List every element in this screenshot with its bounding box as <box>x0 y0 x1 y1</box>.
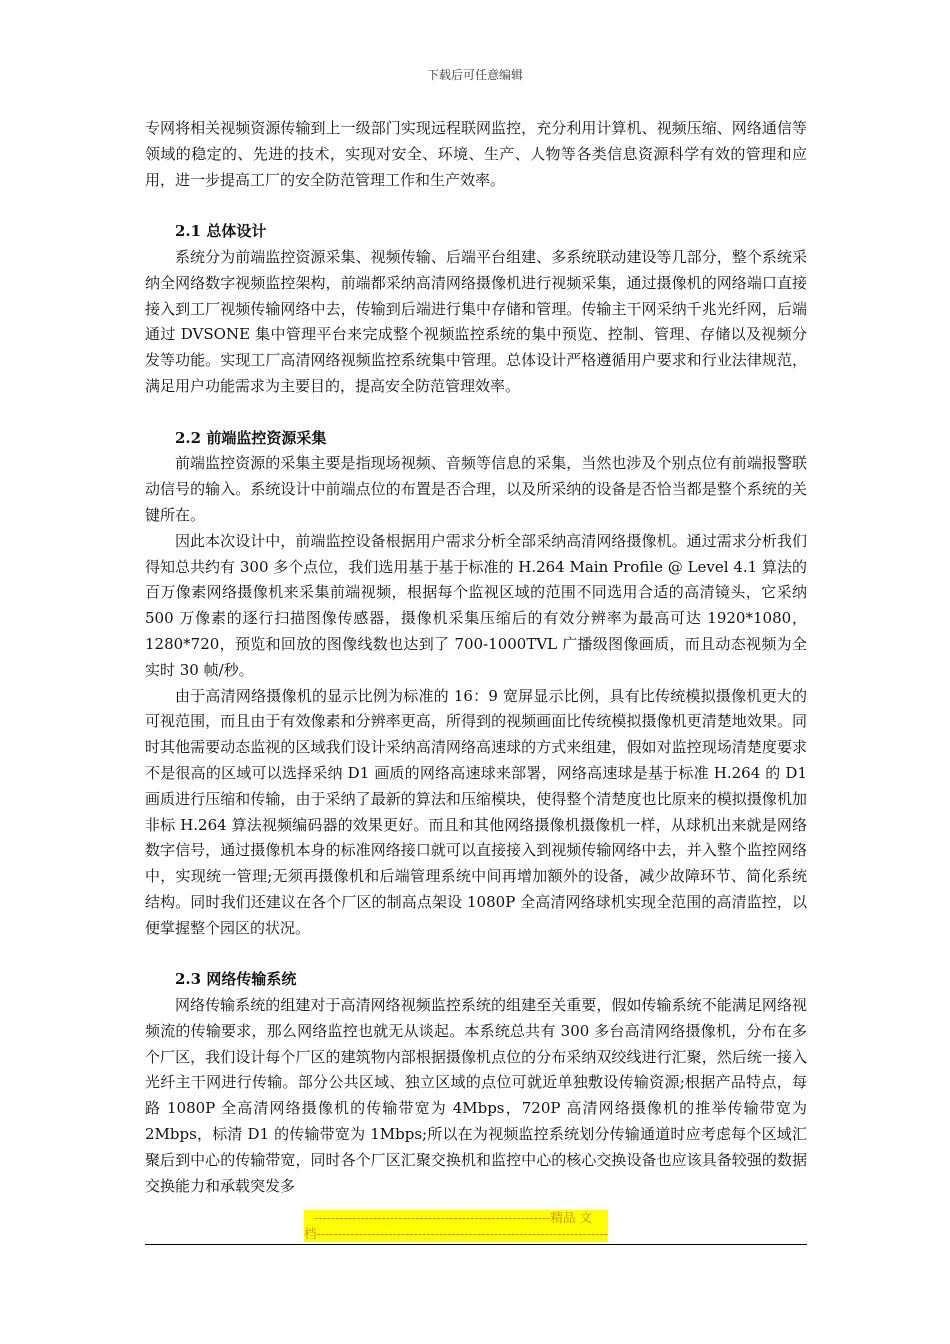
paragraph-overall-design: 系统分为前端监控资源采集、视频传输、后端平台组建、多系统联动建设等几部分，整个系统采纳全网络数字视频监控架构，前端都采纳高清网络摄像机进行视频采集，通过摄像机的网络端口直接接入到工厂视频传输网络中去，传输到后端进行集中存储和管理。传输主干网采纳千兆光纤网，后端通过 DVSONE 集中管理平台来完成整个视频监控系统的集中预览、控制、管理、存储以及视频分发等功能。实现工厂高清网络视频监控系统集中管理。总体设计严格遵循用户要求和行业法律规范，满足用户功能需求为主要目的，提高安全防范管理效率。 <box>145 247 807 395</box>
section-heading-2-1: 2.1 总体设计 <box>175 222 267 241</box>
section-heading-2-2: 2.2 前端监控资源采集 <box>175 428 327 447</box>
footer-divider <box>145 1244 807 1245</box>
paragraph-frontend-3: 由于高清网络摄像机的显示比例为标准的 16：9 宽屏显示比例，具有比传统模拟摄像机更大的可视范围，而且由于有效像素和分辨率更高，所得到的视频画面比传统模拟摄像机更清楚地效果。同时其他需要动态监视的区域我们设计采纳高清网络高速球的方式来组建，假如对监控现场清楚度要求不是很高的区域可以选择采纳 D1 画质的网络高速球来部署，网络高速球是基于标准 H.264 的 D1 画质进行压缩和传输，由于采纳了最新的算法和压缩模块，使得整个清楚度也比原来的模拟摄像机加非标 H.264 算法视频编码器的效果更好。而且和其他网络摄像机摄像机一样，从球机出来就是网络数字信号，通过摄像机本身的标准网络接口就可以直接接入到视频传输网络中去，并入整个监控网络中，实现统一管理;无须再摄像机和后端管理系统中间再增加额外的设备，减少故障环节、简化系统结构。同时我们还建议在各个厂区的制高点架设 1080P 全高清网络球机实现全范围的高清监控，以便掌握整个园区的状况。 <box>145 686 807 937</box>
paragraph-frontend-2: 因此本次设计中，前端监控设备根据用户需求分析全部采纳高清网络摄像机。通过需求分析我们得知总共约有 300 多个点位，我们选用基于基于标准的 H.264 Main Profile @ Level 4.1 算法的百万像素网络摄像机来采集前端视频，根据每个监视区域的范围不同选用合适的高清镜头，它采纳 500 万像素的逐行扫描图像传感器，摄像机采集压缩后的有效分辨率为最高可达 1920*1080，1280*720，预览和回放的图像线数也达到了 700-1000TVL 广播级图像画质，而且动态视频为全实时 30 帧/秒。 <box>145 531 807 679</box>
footer-line-2: 档--------------------------------------------------------------------- <box>304 1226 608 1241</box>
paragraph-intro: 专网将相关视频资源传输到上一级部门实现远程联网监控，充分利用计算机、视频压缩、网络通信等领域的稳定的、先进的技术，实现对安全、环境、生产、人物等各类信息资源科学有效的管理和应用，进一步提高工厂的安全防范管理工作和生产效率。 <box>145 119 807 189</box>
footer-watermark <box>304 1210 608 1242</box>
footer-line-1: --------------------------------------------------------精品 文 <box>314 1210 592 1225</box>
page-header: 下载后可任意编辑 <box>426 68 523 82</box>
document-body <box>145 116 807 1199</box>
paragraph-network: 网络传输系统的组建对于高清网络视频监控系统的组建至关重要，假如传输系统不能满足网络视频流的传输要求，那么网络监控也就无从谈起。本系统总共有 300 多台高清网络摄像机，分布在多个厂区，我们设计每个厂区的建筑物内部根据摄像机点位的分布采纳双绞线进行汇聚，然后统一接入光纤主干网进行传输。部分公共区域、独立区域的点位可就近单独敷设传输资源;根据产品特点，每路 1080P 全高清网络摄像机的传输带宽为 4Mbps，720P 高清网络摄像机的推举传输带宽为 2Mbps，标清 D1 的传输带宽为 1Mbps;所以在为视频监控系统划分传输通道时应考虑每个区域汇聚后到中心的传输带宽，同时各个厂区汇聚交换机和监控中心的核心交换设备也应该具备较强的数据交换能力和承载突发多 <box>145 996 807 1195</box>
section-heading-2-3: 2.3 网络传输系统 <box>175 970 297 989</box>
paragraph-frontend-1: 前端监控资源的采集主要是指现场视频、音频等信息的采集，当然也涉及个别点位有前端报警联动信号的输入。系统设计中前端点位的布置是否合理，以及所采纳的设备是否恰当都是整个系统的关键所在。 <box>145 454 807 524</box>
